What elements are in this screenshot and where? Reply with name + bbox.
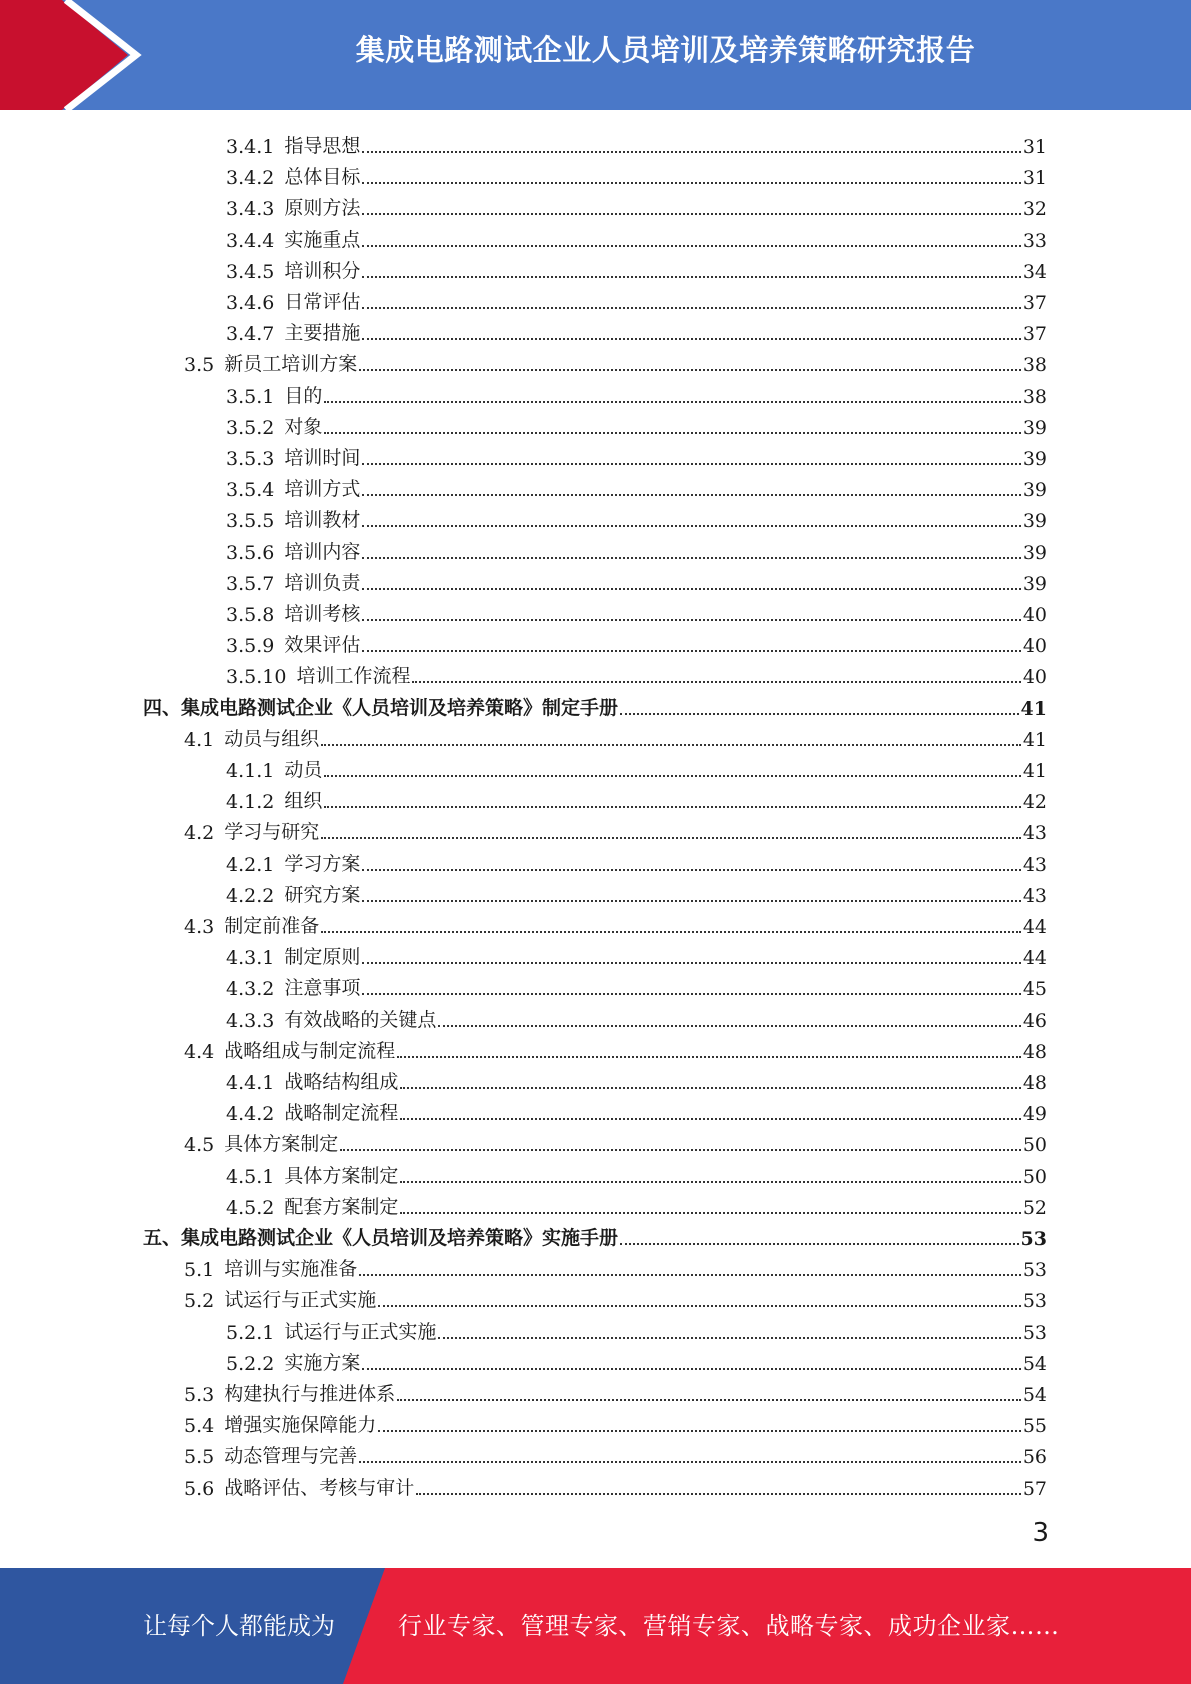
- toc-entry-title: 培训工作流程: [296, 665, 411, 687]
- toc-entry[interactable]: [226, 283, 1047, 314]
- toc-entry-title: 四、集成电路测试企业《人员培训及培养策略》制定手册: [143, 697, 619, 719]
- toc-dot-leader: [362, 900, 1020, 902]
- toc-entry-number: 4.3: [184, 916, 215, 938]
- toc-entry-page: 54: [1022, 1353, 1047, 1375]
- toc-entry-number: 3.5.6: [226, 542, 275, 564]
- toc-entry-title: 培训时间: [284, 447, 361, 469]
- toc-entry[interactable]: [226, 751, 1047, 782]
- toc-entry[interactable]: [226, 189, 1047, 220]
- toc-entry[interactable]: [184, 813, 1047, 844]
- toc-entry-number: 5.2.1: [226, 1322, 275, 1344]
- toc-entry-title: 日常评估: [284, 291, 361, 313]
- toc-entry-title: 原则方法: [284, 197, 361, 219]
- toc-entry[interactable]: [226, 1188, 1047, 1219]
- toc-entry-page: 41: [1022, 729, 1047, 751]
- toc-entry[interactable]: [226, 595, 1047, 626]
- toc-dot-leader: [362, 619, 1020, 621]
- toc-entry-page: 43: [1022, 885, 1047, 907]
- toc-entry-title: 研究方案: [284, 884, 361, 906]
- toc-entry-number: 5.3: [184, 1384, 215, 1406]
- header-title: 集成电路测试企业人员培训及培养策略研究报告: [355, 33, 976, 67]
- toc-entry-number: 5.1: [184, 1259, 215, 1281]
- toc-entry-number: 4.3.2: [226, 978, 275, 1000]
- toc-dot-leader: [362, 1368, 1020, 1370]
- toc-entry-title: 新员工培训方案: [224, 353, 358, 375]
- toc-dot-leader: [400, 1118, 1020, 1120]
- toc-entry[interactable]: [226, 876, 1047, 907]
- toc-entry-number: 4.4: [184, 1041, 215, 1063]
- toc-dot-leader: [362, 557, 1020, 559]
- toc-entry-title: 目的: [284, 385, 323, 407]
- toc-entry-number: 3.4.5: [226, 261, 275, 283]
- toc-entry-page: 52: [1022, 1197, 1047, 1219]
- toc-entry-number: 4.5: [184, 1134, 215, 1156]
- toc-entry[interactable]: [184, 1125, 1047, 1156]
- toc-dot-leader: [362, 245, 1020, 247]
- toc-entry-page: 37: [1022, 323, 1047, 345]
- toc-entry-title: 培训积分: [284, 260, 361, 282]
- toc-entry-number: 3.4.4: [226, 230, 275, 252]
- toc-entry-title: 增强实施保障能力: [224, 1414, 377, 1436]
- toc-entry-title: 对象: [284, 416, 323, 438]
- toc-entry[interactable]: [226, 314, 1047, 345]
- toc-entry-number: 3.4.1: [226, 136, 275, 158]
- toc-dot-leader: [324, 806, 1020, 808]
- toc-entry[interactable]: [184, 1469, 1047, 1500]
- toc-entry-title: 实施重点: [284, 229, 361, 251]
- toc-entry[interactable]: [226, 782, 1047, 813]
- toc-entry-number: 4.1.1: [226, 760, 275, 782]
- toc-entry-page: 38: [1022, 386, 1047, 408]
- toc-entry-page: 39: [1022, 417, 1047, 439]
- toc-dot-leader: [324, 432, 1020, 434]
- toc-entry-page: 44: [1022, 916, 1047, 938]
- toc-entry-title: 动员与组织: [224, 728, 320, 750]
- toc-entry-title: 培训方式: [284, 478, 361, 500]
- toc-entry[interactable]: [226, 1313, 1047, 1344]
- toc-entry-page: 39: [1022, 479, 1047, 501]
- toc-entry-number: 3.5.4: [226, 479, 275, 501]
- toc-entry-number: 4.5.2: [226, 1197, 275, 1219]
- toc-entry-title: 学习方案: [284, 853, 361, 875]
- toc-dot-leader: [362, 276, 1020, 278]
- toc-entry[interactable]: [184, 720, 1047, 751]
- toc-entry-page: 40: [1022, 604, 1047, 626]
- toc-entry-number: 5.6: [184, 1478, 215, 1500]
- toc-entry-page: 43: [1022, 822, 1047, 844]
- toc-entry-title: 试运行与正式实施: [284, 1321, 437, 1343]
- toc-entry-page: 48: [1022, 1041, 1047, 1063]
- toc-entry[interactable]: [184, 1406, 1047, 1437]
- toc-dot-leader: [397, 1056, 1021, 1058]
- toc-entry-number: 3.4.2: [226, 167, 275, 189]
- toc-entry-title: 培训内容: [284, 541, 361, 563]
- toc-dot-leader: [362, 650, 1020, 652]
- toc-dot-leader: [362, 993, 1020, 995]
- toc-dot-leader: [362, 307, 1020, 309]
- toc-entry-title: 效果评估: [284, 634, 361, 656]
- toc-entry[interactable]: [226, 564, 1047, 595]
- toc-entry-page: 39: [1022, 448, 1047, 470]
- toc-entry-number: 3.5.5: [226, 510, 275, 532]
- toc-entry-number: 4.5.1: [226, 1166, 275, 1188]
- toc-entry-number: 3.5.9: [226, 635, 275, 657]
- toc-entry-number: 5.2: [184, 1290, 215, 1312]
- toc-entry-number: 3.5.1: [226, 386, 275, 408]
- toc-entry-page: 57: [1022, 1478, 1047, 1500]
- toc-entry[interactable]: [184, 1281, 1047, 1312]
- toc-entry[interactable]: [226, 845, 1047, 876]
- toc-dot-leader: [400, 1212, 1020, 1214]
- toc-entry-number: 4.3.3: [226, 1010, 275, 1032]
- toc-entry-number: 3.4.3: [226, 198, 275, 220]
- toc-dot-leader: [362, 869, 1020, 871]
- toc-entry-page: 45: [1022, 978, 1047, 1000]
- toc-entry-page: 38: [1022, 354, 1047, 376]
- toc-entry-page: 31: [1022, 136, 1047, 158]
- toc-entry-number: 3.5.10: [226, 666, 287, 688]
- toc-entry-number: 3.5.3: [226, 448, 275, 470]
- toc-entry-number: 4.1: [184, 729, 215, 751]
- toc-entry-page: 41: [1020, 698, 1047, 720]
- toc-entry-title: 战略制定流程: [284, 1102, 399, 1124]
- toc-entry-page: 55: [1022, 1415, 1047, 1437]
- toc-entry-page: 33: [1022, 230, 1047, 252]
- toc-entry-page: 31: [1022, 167, 1047, 189]
- toc-entry-title: 培训负责: [284, 572, 361, 594]
- toc-dot-leader: [620, 1243, 1019, 1245]
- toc-entry[interactable]: [226, 533, 1047, 564]
- toc-entry-title: 组织: [284, 790, 323, 812]
- toc-dot-leader: [362, 463, 1020, 465]
- toc-dot-leader: [400, 1087, 1020, 1089]
- toc-entry-title: 五、集成电路测试企业《人员培训及培养策略》实施手册: [143, 1227, 619, 1249]
- toc-entry[interactable]: [226, 938, 1047, 969]
- toc-dot-leader: [359, 1461, 1021, 1463]
- toc-entry[interactable]: [226, 127, 1047, 158]
- toc-entry[interactable]: [226, 252, 1047, 283]
- toc-dot-leader: [324, 401, 1020, 403]
- toc-entry-page: 44: [1022, 947, 1047, 969]
- toc-entry-title: 总体目标: [284, 166, 361, 188]
- toc-dot-leader: [362, 182, 1020, 184]
- toc-entry-title: 注意事项: [284, 977, 361, 999]
- toc-entry-page: 53: [1022, 1322, 1047, 1344]
- toc-entry-page: 39: [1022, 542, 1047, 564]
- toc-entry-title: 配套方案制定: [284, 1196, 399, 1218]
- toc-dot-leader: [362, 151, 1020, 153]
- toc-entry-page: 37: [1022, 292, 1047, 314]
- toc-dot-leader: [359, 369, 1021, 371]
- toc-dot-leader: [362, 338, 1020, 340]
- toc-entry[interactable]: [226, 158, 1047, 189]
- toc-entry[interactable]: [226, 377, 1047, 408]
- toc-entry-title: 培训与实施准备: [224, 1258, 358, 1280]
- toc-entry[interactable]: [226, 1157, 1047, 1188]
- toc-entry-number: 4.3.1: [226, 947, 275, 969]
- toc-entry-number: 3.5: [184, 354, 215, 376]
- toc-entry-page: 53: [1020, 1228, 1047, 1250]
- page-footer: [0, 1568, 1191, 1684]
- toc-entry-page: 41: [1022, 760, 1047, 782]
- toc-dot-leader: [416, 1493, 1021, 1495]
- toc-dot-leader: [378, 1430, 1021, 1432]
- toc-entry-number: 5.5: [184, 1446, 215, 1468]
- toc-entry-page: 32: [1022, 198, 1047, 220]
- toc-dot-leader: [359, 1274, 1021, 1276]
- toc-entry-title: 指导思想: [284, 135, 361, 157]
- toc-dot-leader: [362, 588, 1020, 590]
- toc-entry-number: 4.2.1: [226, 854, 275, 876]
- toc-entry[interactable]: [184, 907, 1047, 938]
- toc-entry[interactable]: [226, 221, 1047, 252]
- toc-entry-page: 53: [1022, 1290, 1047, 1312]
- toc-entry-title: 主要措施: [284, 322, 361, 344]
- footer-slogan-right: 行业专家、管理专家、营销专家、战略专家、成功企业家……: [398, 1612, 1060, 1640]
- toc-dot-leader: [340, 1149, 1021, 1151]
- toc-entry[interactable]: [226, 1344, 1047, 1375]
- toc-entry-title: 战略组成与制定流程: [224, 1040, 396, 1062]
- toc-entry[interactable]: [184, 1437, 1047, 1468]
- toc-entry-title: 学习与研究: [224, 821, 320, 843]
- toc-entry[interactable]: [226, 470, 1047, 501]
- toc-entry-title: 构建执行与推进体系: [224, 1383, 396, 1405]
- toc-entry[interactable]: [226, 439, 1047, 470]
- toc-entry-title: 试运行与正式实施: [224, 1289, 377, 1311]
- toc-entry-title: 有效战略的关键点: [284, 1009, 437, 1031]
- toc-entry-page: 39: [1022, 510, 1047, 532]
- toc-entry-title: 具体方案制定: [284, 1165, 399, 1187]
- toc-entry[interactable]: [226, 1063, 1047, 1094]
- toc-entry-number: 3.5.8: [226, 604, 275, 626]
- toc-dot-leader: [362, 525, 1020, 527]
- toc-entry[interactable]: [226, 969, 1047, 1000]
- toc-entry-page: 50: [1022, 1166, 1047, 1188]
- toc-dot-leader: [397, 1399, 1021, 1401]
- toc-dot-leader: [378, 1305, 1021, 1307]
- toc-entry-page: 46: [1022, 1010, 1047, 1032]
- toc-entry-number: 4.1.2: [226, 791, 275, 813]
- toc-entry-number: 3.5.7: [226, 573, 275, 595]
- toc-entry-title: 制定原则: [284, 946, 361, 968]
- toc-entry-page: 54: [1022, 1384, 1047, 1406]
- toc-entry[interactable]: [184, 345, 1047, 376]
- page-header: [0, 0, 1191, 110]
- toc-entry-page: 42: [1022, 791, 1047, 813]
- toc-dot-leader: [412, 681, 1020, 683]
- toc-entry-title: 实施方案: [284, 1352, 361, 1374]
- toc-entry-title: 制定前准备: [224, 915, 320, 937]
- toc-entry-page: 49: [1022, 1103, 1047, 1125]
- toc-dot-leader: [321, 931, 1021, 933]
- toc-entry-number: 3.4.7: [226, 323, 275, 345]
- toc-entry-page: 48: [1022, 1072, 1047, 1094]
- toc-entry-number: 5.2.2: [226, 1353, 275, 1375]
- toc-entry[interactable]: [143, 689, 1047, 720]
- toc-dot-leader: [400, 1181, 1020, 1183]
- toc-entry[interactable]: [143, 1219, 1047, 1250]
- toc-entry[interactable]: [226, 1001, 1047, 1032]
- toc-entry-page: 43: [1022, 854, 1047, 876]
- toc-entry[interactable]: [226, 501, 1047, 532]
- page-number: 3: [1032, 1518, 1049, 1548]
- toc-entry-number: 4.2: [184, 822, 215, 844]
- toc-entry-number: 3.5.2: [226, 417, 275, 439]
- toc-entry-title: 具体方案制定: [224, 1133, 339, 1155]
- toc-dot-leader: [438, 1337, 1020, 1339]
- toc-entry-page: 40: [1022, 635, 1047, 657]
- toc-entry-page: 56: [1022, 1446, 1047, 1468]
- toc-entry-page: 34: [1022, 261, 1047, 283]
- toc-entry-page: 40: [1022, 666, 1047, 688]
- toc-entry[interactable]: [226, 657, 1047, 688]
- toc-entry-title: 战略评估、考核与审计: [224, 1477, 415, 1499]
- toc-entry[interactable]: [226, 408, 1047, 439]
- toc-entry-number: 4.2.2: [226, 885, 275, 907]
- toc-dot-leader: [438, 1025, 1020, 1027]
- toc-entry[interactable]: [226, 626, 1047, 657]
- toc-entry[interactable]: [184, 1375, 1047, 1406]
- toc-entry-title: 动员: [284, 759, 323, 781]
- toc-dot-leader: [321, 837, 1021, 839]
- toc-entry-number: 5.4: [184, 1415, 215, 1437]
- toc-entry-title: 培训教材: [284, 509, 361, 531]
- toc-entry[interactable]: [184, 1250, 1047, 1281]
- toc-entry-page: 39: [1022, 573, 1047, 595]
- toc-dot-leader: [324, 775, 1020, 777]
- toc-entry-title: 动态管理与完善: [224, 1445, 358, 1467]
- toc-entry-page: 53: [1022, 1259, 1047, 1281]
- toc-entry-title: 培训考核: [284, 603, 361, 625]
- toc-entry-number: 4.4.2: [226, 1103, 275, 1125]
- footer-slogan-left: 让每个人都能成为: [143, 1612, 335, 1640]
- toc-entry[interactable]: [184, 1032, 1047, 1063]
- toc-entry-number: 3.4.6: [226, 292, 275, 314]
- toc-entry-page: 50: [1022, 1134, 1047, 1156]
- toc-dot-leader: [362, 213, 1020, 215]
- toc-dot-leader: [620, 713, 1019, 715]
- toc-entry-title: 战略结构组成: [284, 1071, 399, 1093]
- toc-dot-leader: [362, 962, 1020, 964]
- toc-dot-leader: [321, 744, 1021, 746]
- toc-dot-leader: [362, 494, 1020, 496]
- toc-entry-number: 4.4.1: [226, 1072, 275, 1094]
- toc-entry[interactable]: [226, 1094, 1047, 1125]
